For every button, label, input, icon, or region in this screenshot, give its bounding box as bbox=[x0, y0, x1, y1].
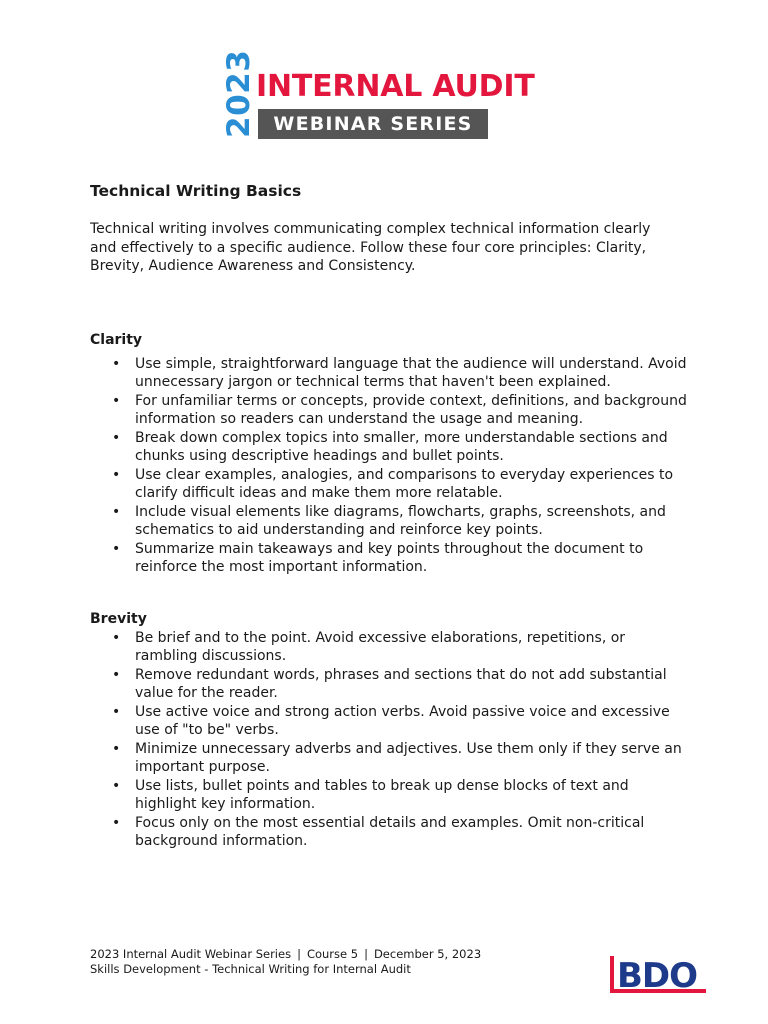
list-item bbox=[90, 740, 690, 777]
bullet-icon: • bbox=[112, 703, 121, 720]
list-item-text: Use active voice and strong action verbs. Avoid passive voice and excessive use of "to be" verbs. bbox=[135, 703, 670, 738]
document-title: Technical Writing Basics bbox=[90, 182, 302, 200]
list-item bbox=[90, 703, 690, 740]
list-item-text: Summarize main takeaways and key points throughout the document to reinforce the most important information. bbox=[135, 540, 644, 575]
list-item bbox=[90, 466, 690, 503]
bullet-icon: • bbox=[112, 740, 121, 757]
list-item-text: For unfamiliar terms or concepts, provide context, definitions, and background information so readers can understand the usage and meaning. bbox=[135, 392, 687, 427]
brevity-bullet-list bbox=[90, 629, 690, 851]
footer-date: December 5, 2023 bbox=[373, 947, 482, 961]
list-item-text: Minimize unnecessary adverbs and adjectives. Use them only if they serve an important purpose. bbox=[135, 740, 682, 775]
bullet-icon: • bbox=[112, 503, 121, 520]
bullet-icon: • bbox=[112, 466, 121, 483]
list-item bbox=[90, 814, 690, 851]
bullet-icon: • bbox=[112, 429, 121, 446]
section-heading-clarity: Clarity bbox=[90, 331, 143, 348]
list-item-text: Remove redundant words, phrases and sections that do not add substantial value for the reader. bbox=[135, 666, 667, 701]
document-body bbox=[90, 180, 690, 851]
bullet-icon: • bbox=[112, 777, 121, 794]
bdo-logo-text: BDO bbox=[617, 956, 698, 996]
list-item-text: Be brief and to the point. Avoid excessive elaborations, repetitions, or rambling discussions. bbox=[135, 629, 626, 664]
list-item bbox=[90, 540, 690, 577]
bdo-logo bbox=[608, 952, 708, 996]
footer-course: Course 5 bbox=[306, 947, 359, 961]
footer-line-1 bbox=[90, 947, 570, 962]
list-item-text: Use clear examples, analogies, and comparisons to everyday experiences to clarify difficult ideas and make them more relatable. bbox=[135, 466, 674, 501]
footer-line-2: Skills Development - Technical Writing for Internal Audit bbox=[90, 961, 411, 976]
intro-paragraph: Technical writing involves communicating complex technical information clearly and effectively to a specific audience. Follow these four core principles: Clarity, Brevity, Audience Awareness and Consistency. bbox=[90, 221, 651, 274]
list-item bbox=[90, 629, 690, 666]
footer-separator: | bbox=[297, 947, 301, 961]
bullet-icon: • bbox=[112, 629, 121, 646]
footer-series: 2023 Internal Audit Webinar Series bbox=[90, 947, 292, 961]
list-item-text: Break down complex topics into smaller, more understandable sections and chunks using descriptive headings and bullet points. bbox=[135, 429, 668, 464]
webinar-series-logo bbox=[221, 49, 548, 142]
section-heading-brevity: Brevity bbox=[90, 610, 147, 627]
list-item bbox=[90, 429, 690, 466]
bullet-icon: • bbox=[112, 392, 121, 409]
bullet-icon: • bbox=[112, 666, 121, 683]
clarity-bullet-list bbox=[90, 355, 690, 577]
list-item bbox=[90, 666, 690, 703]
list-item-text: Focus only on the most essential details and examples. Omit non-critical background information. bbox=[135, 814, 645, 849]
page-footer bbox=[90, 947, 570, 976]
bullet-icon: • bbox=[112, 540, 121, 557]
bullet-icon: • bbox=[112, 814, 121, 831]
list-item bbox=[90, 355, 690, 392]
bdo-logo-accent-bar bbox=[610, 956, 614, 989]
footer-separator: | bbox=[364, 947, 368, 961]
bullet-icon: • bbox=[112, 355, 121, 372]
list-item bbox=[90, 503, 690, 540]
logo-year: 2023 bbox=[221, 49, 257, 138]
logo-title: INTERNAL AUDIT bbox=[256, 69, 535, 104]
logo-subtitle-bar: WEBINAR SERIES bbox=[258, 109, 488, 139]
list-item-text: Use simple, straightforward language that the audience will understand. Avoid unnecessary jargon or technical terms that haven't been explained. bbox=[135, 355, 687, 390]
list-item-text: Use lists, bullet points and tables to break up dense blocks of text and highlight key information. bbox=[135, 777, 629, 812]
list-item bbox=[90, 392, 690, 429]
list-item-text: Include visual elements like diagrams, flowcharts, graphs, screenshots, and schematics to aid understanding and reinforce key points. bbox=[135, 503, 666, 538]
list-item bbox=[90, 777, 690, 814]
